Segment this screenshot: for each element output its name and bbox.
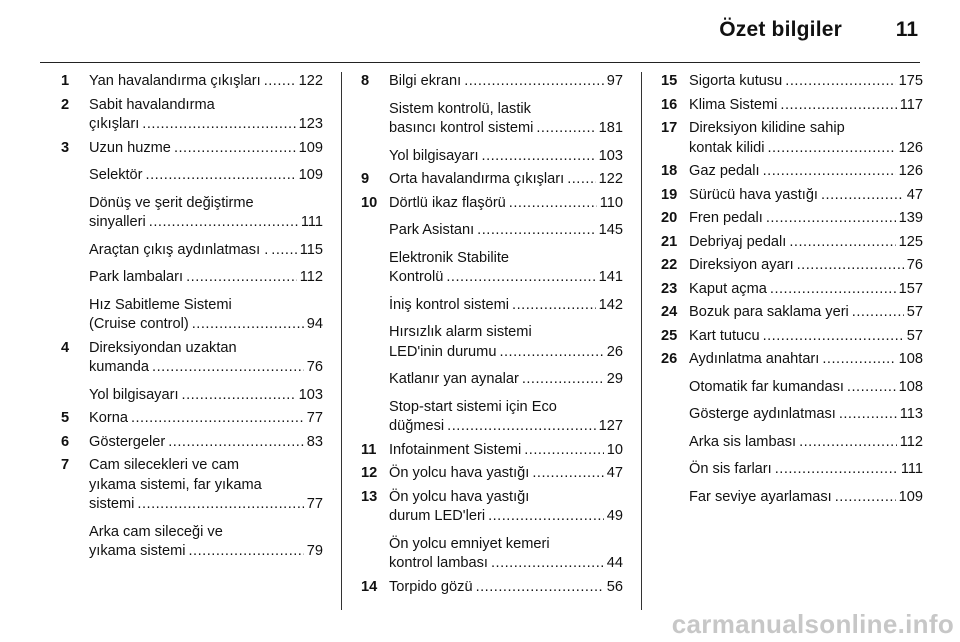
dot-leader [488,507,604,527]
entry-text: düğmesi [389,418,445,434]
item-number: 25 [661,327,678,344]
dot-leader [264,72,296,92]
index-entry [361,194,623,214]
dot-leader [186,268,297,288]
index-entry [361,398,623,437]
index-entry [361,323,623,362]
page-ref[interactable]: 108 [898,378,923,395]
dot-leader [447,417,595,437]
page-ref[interactable]: 57 [906,327,923,344]
page-ref[interactable]: 117 [899,96,923,113]
index-entry [61,139,323,159]
page-ref[interactable]: 47 [606,465,623,481]
page-ref[interactable]: 109 [298,167,323,183]
entry-text: (Cruise control) [89,316,189,332]
entry-text: Torpido gözü [389,578,473,595]
page-ref[interactable]: 56 [606,578,623,595]
index-entry [61,72,323,92]
item-number: 2 [61,96,70,113]
entry-text: Kart tutucu [689,327,760,344]
dot-leader [763,327,904,347]
item-number: 7 [61,457,70,473]
index-entry [61,386,323,406]
dot-leader [524,441,604,461]
entry-text: Direksiyon kilidine sahip [689,120,845,136]
dot-leader [152,358,304,378]
entry-text: Ön yolcu emniyet kemeri [389,535,550,552]
entry-text: Korna [89,410,128,426]
dot-leader [775,460,898,480]
entry-text: Kaput açma [689,280,767,297]
index-entry [61,268,323,288]
entry-text: Hırsızlık alarm sistemi [389,324,532,340]
page-ref[interactable]: 112 [299,269,323,285]
dot-leader [509,194,597,214]
index-entry [61,194,323,233]
page-ref[interactable]: 44 [606,555,623,571]
entry-text: Direksiyon ayarı [689,257,794,273]
entry-text: Direksiyondan uzaktan [89,339,237,356]
index-entry [361,296,623,316]
index-entry [361,249,623,288]
dot-leader [477,221,595,241]
item-number: 19 [661,186,678,203]
entry-text: Dörtlü ikaz flaşörü [389,194,506,211]
index-entry [661,162,923,182]
index-entry [661,119,923,158]
index-entry [661,209,923,229]
entry-text: Yol bilgisayarı [389,147,479,164]
entry-text: Bozuk para saklama yeri [689,304,849,320]
page-title: Özet bilgiler [719,18,842,41]
dot-leader [446,268,595,288]
item-number: 12 [361,465,378,481]
page-ref[interactable]: 77 [306,410,323,426]
dot-leader [482,147,596,167]
dot-leader [476,578,604,598]
dot-leader [780,96,896,116]
page-ref[interactable]: 145 [598,222,623,238]
dot-leader [137,495,303,515]
dot-leader [839,405,897,425]
dot-leader [799,433,897,453]
entry-text: Sistem kontrolü, lastik [389,100,531,117]
entry-text: Fren pedalı [689,210,763,226]
entry-text: LED'inin durumu [389,343,497,360]
dot-leader [146,166,296,186]
index-column-3 [661,72,923,511]
index-entry [661,378,923,398]
item-number: 13 [361,488,378,505]
page-ref[interactable]: 181 [598,120,623,136]
index-entry [61,339,323,378]
entry-text: Kontrolü [389,269,444,285]
page-ref[interactable]: 103 [598,147,623,164]
item-number: 11 [361,441,377,458]
item-number: 22 [661,257,678,273]
entry-text: durum LED'leri [389,508,486,524]
dot-leader [847,378,896,398]
item-number: 4 [61,339,70,356]
entry-text: Sigorta kutusu [689,73,783,89]
page-ref[interactable]: 83 [306,433,323,450]
index-column-2 [361,72,623,601]
entry-text: Katlanır yan aynalar [389,371,519,387]
index-entry [661,327,923,347]
entry-text: Gösterge aydınlatması [689,406,836,422]
index-entry [361,147,623,167]
entry-text: Bilgi ekranı [389,73,462,89]
dot-leader [567,170,595,190]
dot-leader [271,241,296,261]
page-ref[interactable]: 79 [306,543,323,559]
index-entry [61,523,323,562]
item-number: 17 [661,120,678,136]
entry-text: kontak kilidi [689,139,765,156]
item-number: 26 [661,351,678,367]
page-ref[interactable]: 115 [299,241,323,258]
entry-text: Aydınlatma anahtarı [689,351,820,367]
entry-text: Dönüş ve şerit değiştirme [89,194,254,211]
page-ref[interactable]: 10 [606,441,623,458]
index-entry [61,433,323,453]
index-column-1 [61,72,323,566]
page-ref[interactable]: 29 [606,371,623,387]
item-number: 1 [61,73,70,89]
item-number: 8 [361,73,370,89]
page-ref[interactable]: 97 [606,73,623,89]
dot-leader [797,256,904,276]
entry-text: sistemi [89,496,135,512]
entry-text: Yol bilgisayarı [89,386,179,403]
page-ref[interactable]: 94 [306,316,323,332]
entry-text: Cam silecekleri ve cam [89,457,240,473]
dot-leader [499,343,603,363]
index-entry [361,441,623,461]
entry-text: Gaz pedalı [689,163,760,179]
entry-text: Hız Sabitleme Sistemi [89,296,232,313]
index-entry [661,280,923,300]
index-entry [661,256,923,276]
page-ref[interactable]: 76 [306,359,323,375]
item-number: 14 [361,578,378,595]
item-number: 18 [661,163,678,179]
dot-leader [464,72,604,92]
page-ref[interactable]: 157 [898,280,923,297]
item-number: 9 [361,171,370,187]
entry-text: Ön yolcu hava yastığı [389,465,530,481]
item-number: 23 [661,280,678,297]
entry-text: Selektör [89,167,143,183]
item-number: 20 [661,210,678,226]
watermark: carmanualsonline.info [671,609,954,639]
page-ref[interactable]: 76 [906,257,923,273]
item-number: 21 [661,233,678,250]
entry-text: Ön yolcu hava yastığı [389,488,530,505]
entry-text: Orta havalandırma çıkışları [389,171,565,187]
column-divider [641,72,642,610]
page-ref[interactable]: 108 [898,351,923,367]
dot-leader [821,186,904,206]
item-number: 24 [661,304,678,320]
item-number: 3 [61,139,70,156]
dot-leader [785,72,895,92]
index-entry [661,233,923,253]
page-ref[interactable]: 77 [306,496,323,512]
index-entry [661,96,923,116]
dot-leader [174,139,296,159]
page-ref[interactable]: 109 [298,139,323,156]
item-number: 5 [61,410,70,426]
index-entry [361,535,623,574]
dot-leader [149,213,298,233]
index-entry [361,72,623,92]
entry-text: kumanda [89,359,150,375]
index-entry [361,370,623,390]
entry-text: Far seviye ayarlaması [689,488,832,505]
dot-leader [522,370,604,390]
entry-text: basıncı kontrol sistemi [389,120,534,136]
entry-text: Klima Sistemi [689,96,778,113]
entry-text: Otomatik far kumandası [689,378,844,395]
page-ref[interactable]: 110 [599,194,623,211]
index-entry [61,241,323,261]
entry-text: Arka cam sileceği ve [89,523,223,540]
dot-leader [770,280,896,300]
entry-text: kontrol lambası [389,555,488,571]
page-ref[interactable]: 122 [598,171,623,187]
index-entry [661,72,923,92]
page-ref[interactable]: 139 [898,210,923,226]
page-ref[interactable]: 57 [906,304,923,320]
index-entry [361,100,623,139]
page-ref[interactable]: 175 [898,73,923,89]
dot-leader [532,464,603,484]
page-ref[interactable]: 109 [898,488,923,505]
index-entry [361,578,623,598]
entry-text: çıkışları [89,116,140,132]
entry-text: Infotainment Sistemi [389,441,522,458]
dot-leader [131,409,304,429]
page-ref[interactable]: 126 [898,163,923,179]
dot-leader [182,386,296,406]
dot-leader [822,350,895,370]
entry-text: Sürücü hava yastığı [689,186,818,203]
entry-text: yıkama sistemi [89,543,186,559]
item-number: 15 [661,73,678,89]
index-entry [661,460,923,480]
entry-text: Park lambaları [89,269,184,285]
page-ref[interactable]: 49 [606,508,623,524]
index-entry [661,405,923,425]
index-entry [61,296,323,335]
index-entry [661,488,923,508]
entry-text: Park Asistanı [389,222,475,238]
page-number: 11 [895,18,918,41]
dot-leader [189,542,304,562]
index-entry [361,170,623,190]
item-number: 16 [661,96,678,113]
dot-leader [512,296,596,316]
page-ref[interactable]: 141 [598,269,623,285]
page-ref[interactable]: 111 [900,461,923,477]
index-entry [661,186,923,206]
entry-text: Arka sis lambası [689,433,797,450]
entry-text: Ön sis farları [689,461,772,477]
page-ref[interactable]: 123 [298,116,323,132]
entry-text: Sabit havalandırma [89,96,215,113]
entry-text: Yan havalandırma çıkışları [89,73,261,89]
entry-text: sinyalleri [89,214,146,230]
index-entry [361,221,623,241]
dot-leader [763,162,896,182]
item-number: 6 [61,433,70,450]
index-entry [61,409,323,429]
entry-text: yıkama sistemi, far yıkama [89,476,262,493]
index-entry [61,166,323,186]
index-entry [661,350,923,370]
page-ref[interactable]: 103 [298,386,323,403]
page-ref[interactable]: 142 [598,296,623,313]
dot-leader [192,315,304,335]
page-header [40,0,920,63]
page-ref[interactable]: 111 [300,214,323,230]
page-ref[interactable]: 126 [898,139,923,156]
entry-text: Göstergeler [89,433,166,450]
page-ref[interactable]: 127 [598,418,623,434]
entry-text: İniş kontrol sistemi [389,296,510,313]
page-ref[interactable]: 47 [906,186,923,203]
item-number: 10 [361,194,378,211]
index-entry [61,96,323,135]
entry-text: Debriyaj pedalı [689,233,787,250]
dot-leader [835,488,896,508]
dot-leader [142,115,295,135]
dot-leader [767,139,895,159]
entry-text: Elektronik Stabilite [389,249,510,266]
page-ref[interactable]: 125 [898,233,923,250]
dot-leader [766,209,896,229]
index-entry [361,488,623,527]
dot-leader [536,119,595,139]
page-ref[interactable]: 113 [899,406,923,422]
dot-leader [789,233,895,253]
page-ref[interactable]: 112 [899,433,923,450]
index-entry [661,303,923,323]
entry-text: Uzun huzme [89,139,171,156]
page-ref[interactable]: 26 [606,343,623,360]
entry-text: Araçtan çıkış aydınlatması . [89,241,269,258]
column-divider [341,72,342,610]
dot-leader [491,554,604,574]
index-entry [661,433,923,453]
page-ref[interactable]: 122 [298,73,323,89]
dot-leader [168,433,304,453]
index-entry [361,464,623,484]
index-entry [61,456,323,515]
entry-text: Stop-start sistemi için Eco [389,398,557,415]
dot-leader [852,303,904,323]
